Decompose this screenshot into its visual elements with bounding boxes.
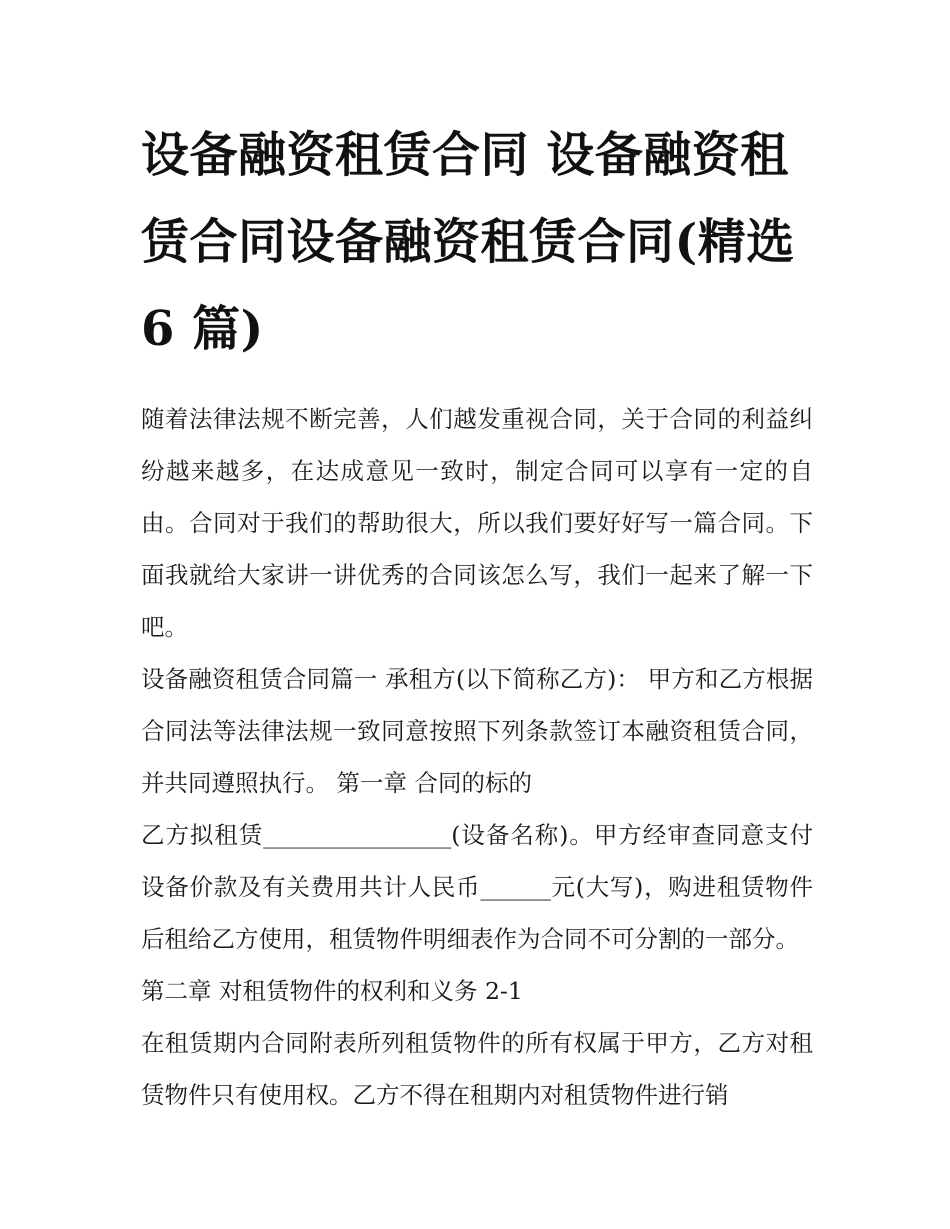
document-title: 设备融资租赁合同 设备融资租赁合同设备融资租赁合同(精选 6 篇) (141, 127, 795, 357)
chapter-two-heading: 第二章 对租赁物件的权利和义务 2-1 (141, 977, 523, 1005)
document-page (141, 112, 813, 1121)
lease-terms-paragraph: 乙方拟租赁________________(设备名称)。甲方经审查同意支付设备价款及有关费用共计人民币______元(大写)，购进租赁物件后租给乙方使用，租赁物件明细表作为合同不可分割的一部分。 (141, 821, 813, 953)
document-body (141, 393, 813, 1121)
section-one-paragraph: 设备融资租赁合同篇一 承租方(以下简称乙方)： 甲方和乙方根据合同法等法律法规一致同意按照下列条款签订本融资租赁合同，并共同遵照执行。 第一章 合同的标的 (141, 665, 813, 797)
ownership-paragraph: 在租赁期内合同附表所列租赁物件的所有权属于甲方，乙方对租赁物件只有使用权。乙方不得在租期内对租赁物件进行销 (141, 1029, 813, 1109)
intro-paragraph: 随着法律法规不断完善，人们越发重视合同，关于合同的利益纠纷越来越多，在达成意见一致时，制定合同可以享有一定的自由。合同对于我们的帮助很大，所以我们要好好写一篇合同。下面我就给大家讲一讲优秀的合同该怎么写，我们一起来了解一下吧。 (141, 405, 813, 641)
